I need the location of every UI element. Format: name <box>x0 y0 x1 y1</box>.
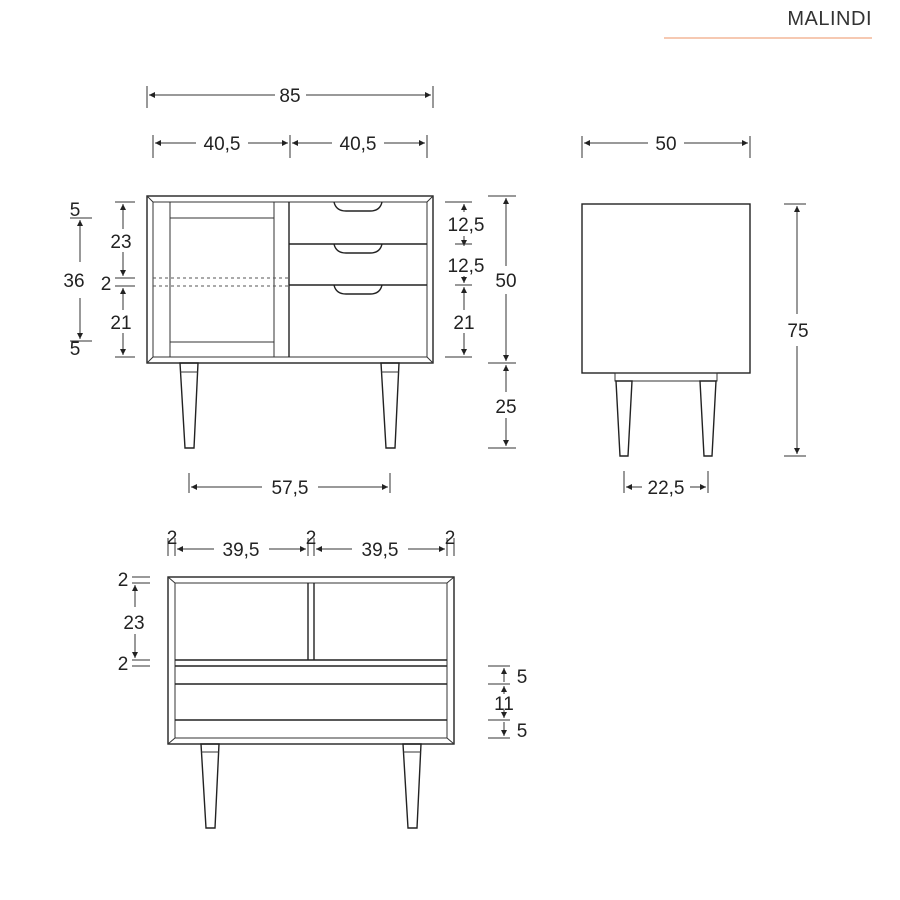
back-leg-left <box>201 744 219 828</box>
dim-drawer-1: 12,5 <box>447 215 485 236</box>
dim-back-side-left: 2 <box>166 528 178 549</box>
side-apron <box>615 373 717 381</box>
back-view <box>118 528 528 828</box>
dim-drawer-3: 21 <box>453 313 475 334</box>
dim-back-top-frame: 2 <box>117 570 129 591</box>
dim-back-lower-mid: 11 <box>494 694 514 715</box>
dim-front-left-top-frame: 5 <box>69 200 81 221</box>
drawer-handle-2 <box>334 244 382 253</box>
dim-front-leg-spacing: 57,5 <box>271 478 309 499</box>
dim-front-left-total: 36 <box>63 271 85 292</box>
dim-back-side-right: 2 <box>444 528 456 549</box>
dim-back-lower-top: 5 <box>516 667 528 688</box>
dim-front-left-upper: 23 <box>110 232 132 253</box>
brand-title: MALINDI <box>787 8 872 30</box>
side-leg-right <box>700 381 716 456</box>
side-leg-left <box>616 381 632 456</box>
dim-back-opening-left: 39,5 <box>222 540 260 561</box>
dim-back-lower-bottom: 5 <box>516 721 528 742</box>
drawer-handle-3 <box>334 285 382 294</box>
dim-drawer-2: 12,5 <box>447 256 485 277</box>
drawer-handle-1 <box>334 202 382 211</box>
dim-front-width: 85 <box>279 86 301 107</box>
back-leg-right <box>403 744 421 828</box>
dim-front-leg-height: 25 <box>495 397 517 418</box>
dim-side-depth: 50 <box>655 134 677 155</box>
front-body-outline <box>147 196 433 363</box>
front-view <box>63 86 516 499</box>
dim-front-half-left: 40,5 <box>203 134 241 155</box>
front-body-inner <box>153 202 427 357</box>
dim-front-body-height: 50 <box>495 271 517 292</box>
dim-front-left-shelf: 2 <box>100 274 112 295</box>
front-leg-right <box>381 363 399 448</box>
dim-front-left-lower: 21 <box>110 313 132 334</box>
dim-back-middle: 2 <box>305 528 317 549</box>
front-left-frame <box>170 202 274 357</box>
dim-side-total-height: 75 <box>787 321 809 342</box>
front-leg-left <box>180 363 198 448</box>
dim-back-upper-opening: 23 <box>123 613 145 634</box>
dim-front-left-bottom-frame: 5 <box>69 339 81 360</box>
side-view <box>582 134 809 499</box>
dim-front-half-right: 40,5 <box>339 134 377 155</box>
front-left-opening <box>170 218 274 342</box>
dim-back-shelf: 2 <box>117 654 129 675</box>
dim-side-leg-spacing: 22,5 <box>647 478 685 499</box>
side-body-outline <box>582 204 750 373</box>
dim-back-opening-right: 39,5 <box>361 540 399 561</box>
